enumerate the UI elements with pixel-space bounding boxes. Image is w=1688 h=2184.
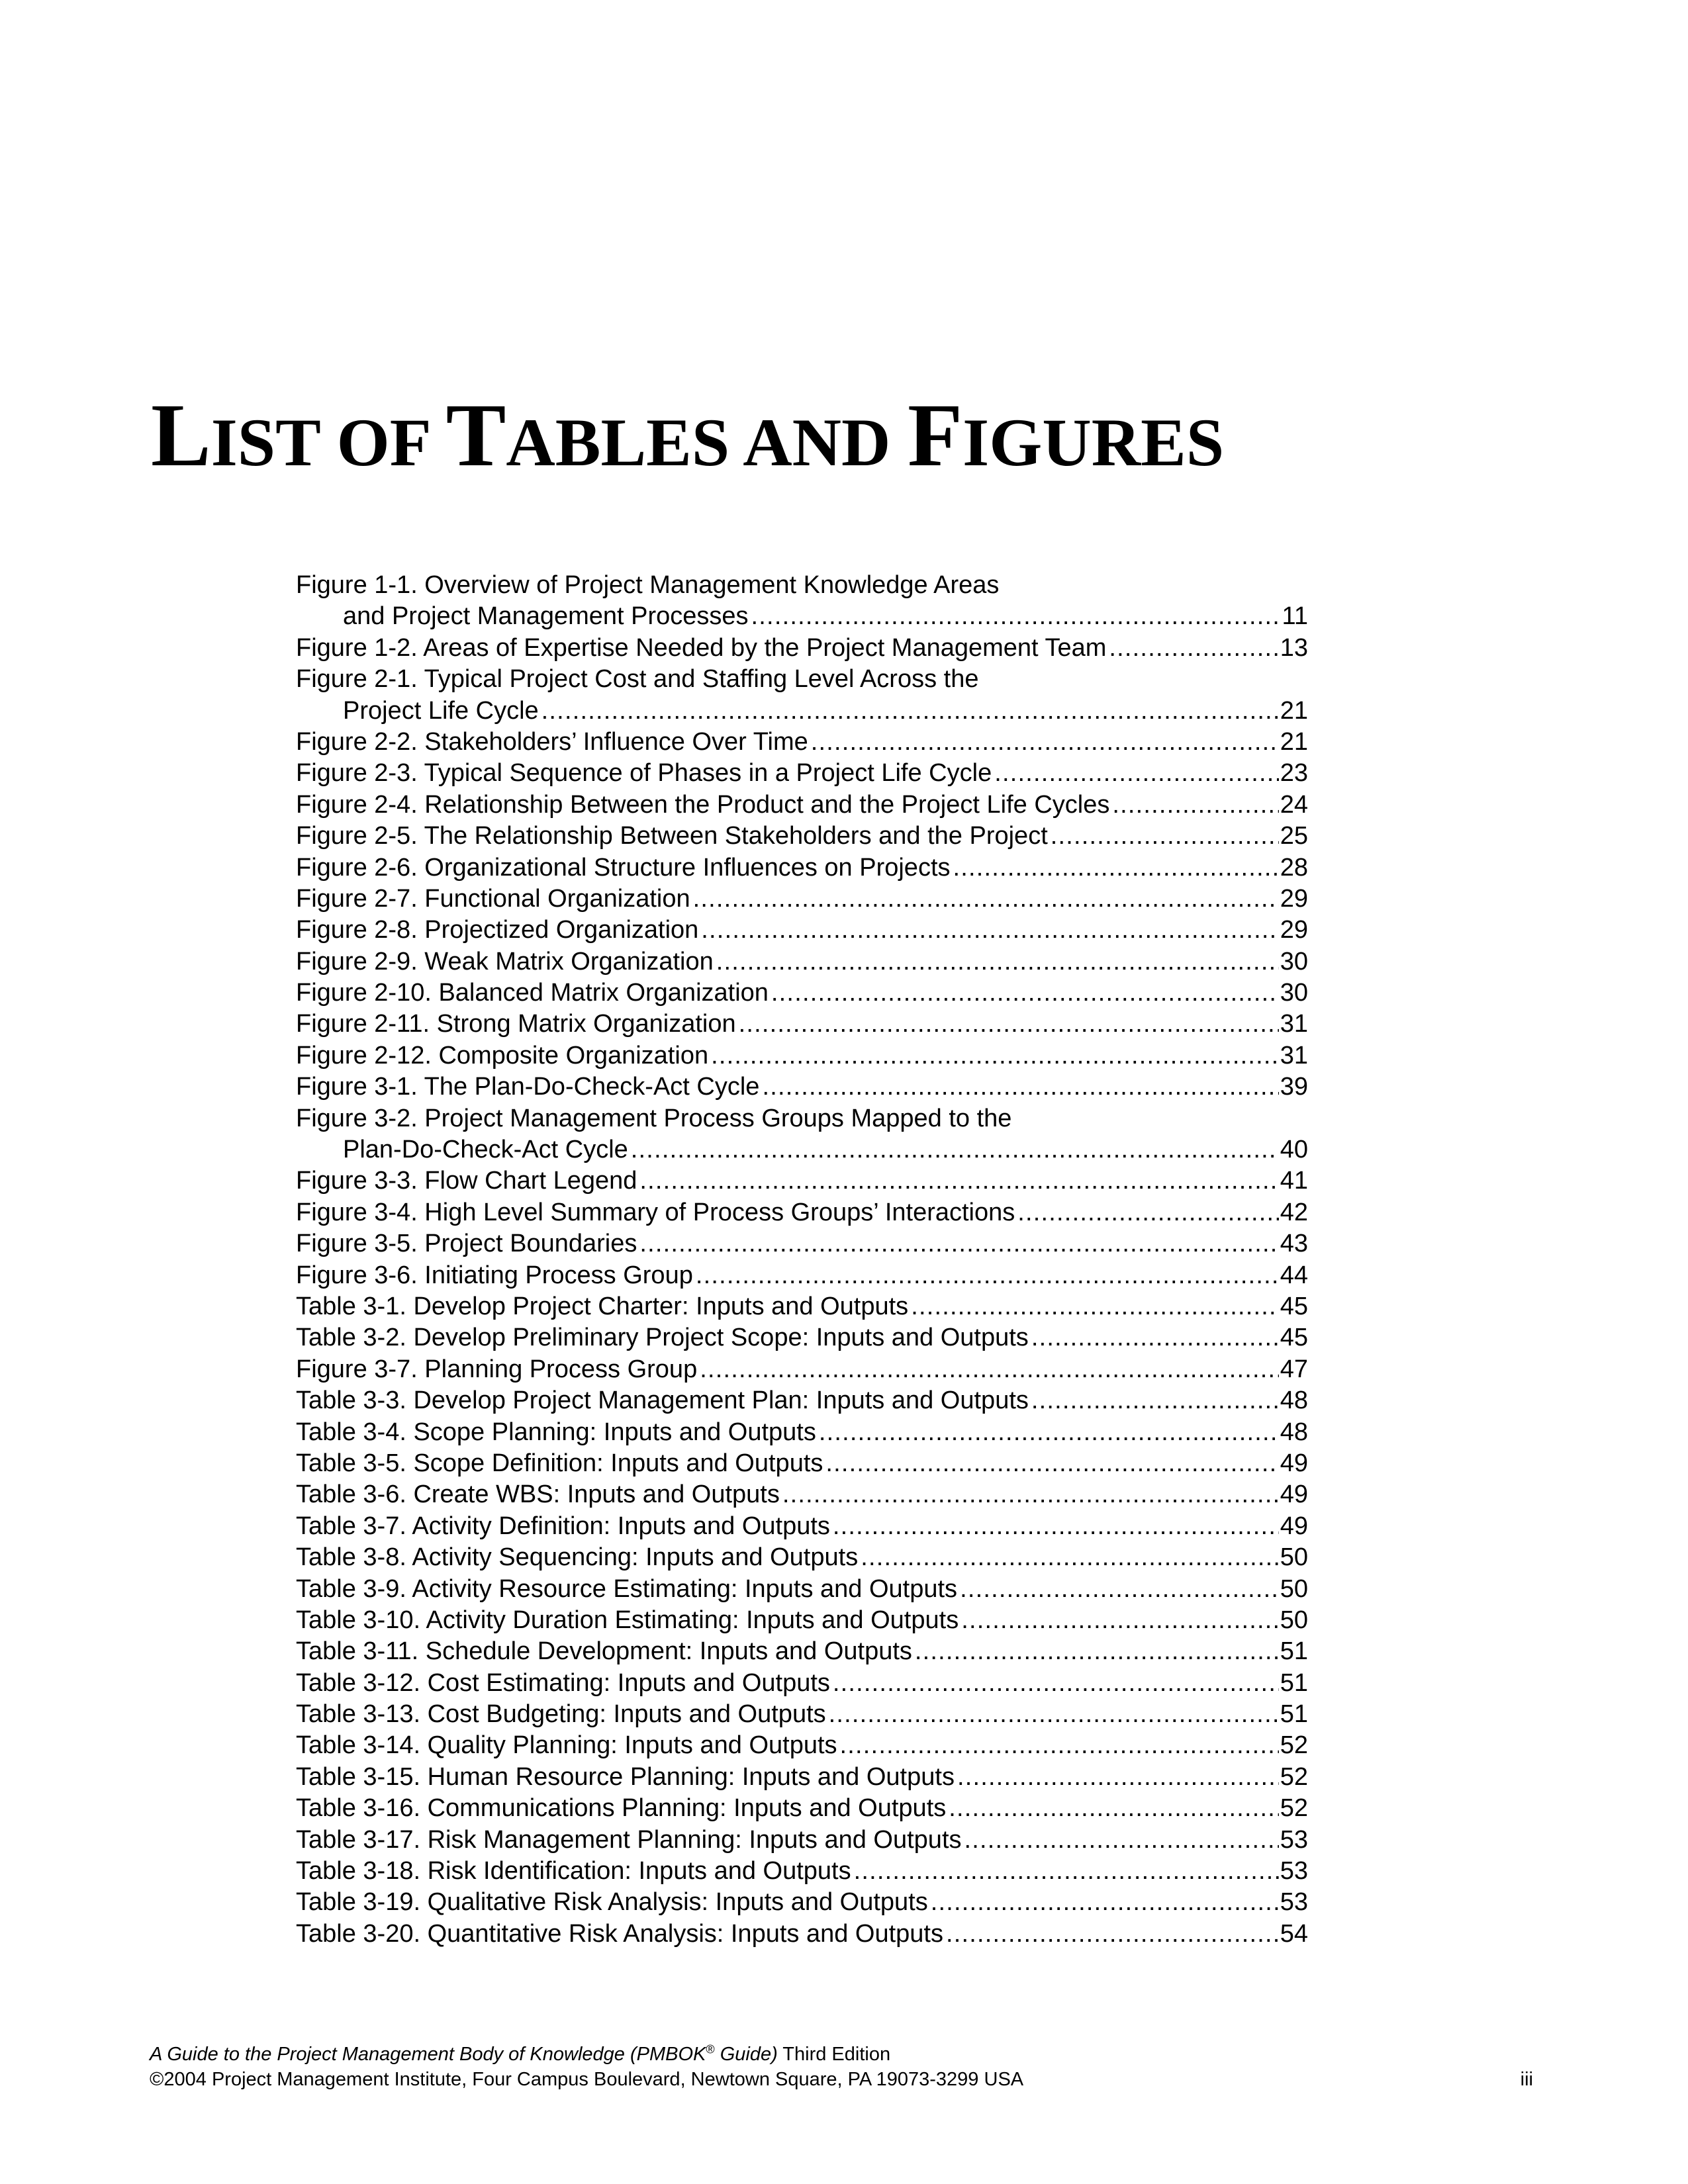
dot-leader: [811, 727, 1279, 758]
dot-leader: [915, 1636, 1279, 1667]
title-part-ist-of: IST OF: [211, 405, 446, 480]
page-title: [151, 386, 1225, 485]
dot-leader: [957, 1762, 1279, 1793]
toc-entry: [296, 1699, 1308, 1730]
toc-entry-page: 51: [1280, 1700, 1308, 1729]
dot-leader: [631, 1134, 1279, 1165]
toc-entry-page: 52: [1280, 1762, 1308, 1791]
toc-entry-text: Table 3-2. Develop Preliminary Project Scope: Inputs and Outputs: [296, 1324, 1029, 1352]
dot-leader: [693, 884, 1279, 915]
toc-entry-page: 47: [1280, 1355, 1308, 1383]
toc-entry-page: 29: [1280, 916, 1308, 944]
toc-entry-text: Figure 3-5. Project Boundaries: [296, 1230, 637, 1258]
toc-entry-text: Table 3-8. Activity Sequencing: Inputs and Outputs: [296, 1543, 859, 1572]
toc-entry-page: 39: [1280, 1073, 1308, 1101]
toc-entry: [296, 1291, 1308, 1322]
toc-entry-page: 31: [1280, 1010, 1308, 1038]
toc-entry: [296, 727, 1308, 758]
footer-edition: Third Edition: [777, 2044, 891, 2065]
footer-copyright-row: [150, 2067, 1533, 2092]
toc-entry: [296, 633, 1308, 664]
toc-entry: [296, 1574, 1308, 1605]
toc-entry-text: Table 3-12. Cost Estimating: Inputs and Outputs: [296, 1668, 830, 1697]
dot-leader: [833, 1668, 1279, 1699]
dot-leader: [1109, 633, 1278, 664]
dot-leader: [994, 758, 1279, 789]
toc-entry: [296, 1856, 1308, 1887]
footer: [150, 2042, 1533, 2092]
toc-entry-text: Table 3-4. Scope Planning: Inputs and Outputs: [296, 1418, 816, 1446]
dot-leader: [701, 915, 1278, 946]
page-number: iii: [1520, 2069, 1533, 2090]
toc-entry: [296, 1322, 1308, 1353]
footer-title-italic-end: Guide): [714, 2044, 778, 2065]
dot-leader: [961, 1605, 1279, 1636]
toc-entry: [296, 1887, 1308, 1918]
toc-entry-text: Figure 3-1. The Plan-Do-Check-Act Cycle: [296, 1073, 760, 1101]
toc-entry: [296, 1793, 1308, 1824]
dot-leader: [1112, 790, 1278, 821]
toc-entry-page: 53: [1280, 1825, 1308, 1854]
dot-leader: [771, 978, 1279, 1009]
toc-entry: [296, 1009, 1308, 1040]
toc-entry-page: 21: [1280, 696, 1308, 725]
toc-entry: [296, 664, 1308, 695]
toc-entry-text: Figure 2-4. Relationship Between the Product and the Project Life Cycles: [296, 790, 1110, 819]
toc-entry-text: Table 3-7. Activity Definition: Inputs and Outputs: [296, 1512, 830, 1540]
dot-leader: [819, 1417, 1279, 1448]
dot-leader: [1017, 1197, 1278, 1228]
dot-leader: [639, 1228, 1278, 1259]
toc-list: [296, 570, 1308, 1950]
toc-entry-page: 48: [1280, 1418, 1308, 1446]
dot-leader: [711, 1040, 1279, 1071]
dot-leader: [751, 601, 1281, 632]
toc-entry-page: 25: [1280, 822, 1308, 850]
toc-entry: [296, 915, 1308, 946]
toc-entry-page: 53: [1280, 1857, 1308, 1886]
toc-entry: [296, 978, 1308, 1009]
toc-entry-text: Figure 3-3. Flow Chart Legend: [296, 1167, 637, 1195]
toc-entry: [296, 884, 1308, 915]
title-part-igures: IGURES: [962, 405, 1225, 480]
dot-leader: [946, 1919, 1279, 1950]
toc-entry-text: Figure 2-3. Typical Sequence of Phases in a Project Life Cycle: [296, 759, 992, 788]
toc-entry-text: Table 3-10. Activity Duration Estimating: Inputs and Outputs: [296, 1606, 959, 1634]
toc-entry: [296, 790, 1308, 821]
toc-entry: [296, 1165, 1308, 1197]
dot-leader: [739, 1009, 1279, 1040]
dot-leader: [931, 1887, 1279, 1918]
toc-entry-page: 50: [1280, 1543, 1308, 1572]
toc-entry-page: 40: [1280, 1136, 1308, 1164]
toc-entry: [296, 946, 1308, 978]
toc-entry-page: 23: [1280, 759, 1308, 788]
toc-entry-page: 45: [1280, 1292, 1308, 1320]
toc-entry-text: Figure 2-8. Projectized Organization: [296, 916, 699, 944]
toc-entry: [296, 1605, 1308, 1636]
toc-entry: [296, 1417, 1308, 1448]
toc-entry-text: Figure 1-2. Areas of Expertise Needed by the Project Management Team: [296, 633, 1107, 662]
toc-entry: [296, 1040, 1308, 1071]
toc-entry: [296, 1919, 1308, 1950]
toc-entry: [296, 1071, 1308, 1103]
toc-entry-text: Figure 3-2. Project Management Process Groups Mapped to the: [296, 1104, 1012, 1132]
toc-entry-page: 30: [1280, 947, 1308, 976]
toc-entry: [296, 1730, 1308, 1761]
toc-entry-text: Figure 1-1. Overview of Project Management Knowledge Areas: [296, 571, 1000, 599]
toc-entry-text: Figure 2-11. Strong Matrix Organization: [296, 1010, 736, 1038]
toc-entry: [296, 1511, 1308, 1542]
dot-leader: [1031, 1322, 1279, 1353]
toc-entry: [296, 1668, 1308, 1699]
toc-entry-page: 30: [1280, 979, 1308, 1007]
toc-entry-text: Figure 3-7. Planning Process Group: [296, 1355, 698, 1383]
toc-entry-page: 50: [1280, 1574, 1308, 1603]
dot-leader: [541, 696, 1279, 727]
toc-entry: [296, 1542, 1308, 1573]
toc-entry-page: 49: [1280, 1480, 1308, 1509]
dot-leader: [861, 1542, 1279, 1573]
toc-entry-text: Table 3-18. Risk Identification: Inputs and Outputs: [296, 1857, 851, 1886]
dot-leader: [1051, 821, 1279, 852]
toc-entry-page: 42: [1280, 1198, 1308, 1226]
toc-entry-text: Table 3-11. Schedule Development: Inputs and Outputs: [296, 1637, 912, 1666]
toc-entry-text: Table 3-3. Develop Project Management Plan: Inputs and Outputs: [296, 1387, 1029, 1415]
dot-leader: [716, 946, 1279, 978]
dot-leader: [960, 1574, 1279, 1605]
dot-leader: [949, 1793, 1278, 1824]
toc-entry-text: Plan-Do-Check-Act Cycle: [343, 1136, 628, 1164]
toc-entry-page: 28: [1280, 853, 1308, 882]
dot-leader: [762, 1071, 1278, 1103]
dot-leader: [964, 1825, 1279, 1856]
toc-entry-text: Figure 2-9. Weak Matrix Organization: [296, 947, 714, 976]
toc-entry-text: Figure 2-1. Typical Project Cost and Staffing Level Across the: [296, 665, 979, 694]
toc-entry-text: Table 3-9. Activity Resource Estimating: Inputs and Outputs: [296, 1574, 958, 1603]
toc-entry: [296, 696, 1308, 727]
toc-entry-text: Table 3-16. Communications Planning: Inputs and Outputs: [296, 1794, 947, 1823]
dot-leader: [911, 1291, 1279, 1322]
toc-entry-page: 43: [1280, 1230, 1308, 1258]
toc-entry-page: 54: [1280, 1919, 1308, 1948]
dot-leader: [953, 852, 1279, 884]
toc-entry-page: 50: [1280, 1606, 1308, 1634]
toc-entry-page: 44: [1280, 1261, 1308, 1289]
toc-entry-text: Figure 2-2. Stakeholders’ Influence Over Time: [296, 727, 808, 756]
toc-entry-page: 29: [1280, 884, 1308, 913]
title-cap-f: F: [908, 386, 963, 485]
toc-entry-text: Table 3-1. Develop Project Charter: Inputs and Outputs: [296, 1292, 909, 1320]
toc-entry: [296, 570, 1308, 601]
dot-leader: [840, 1730, 1279, 1761]
registered-mark: ®: [706, 2042, 715, 2056]
title-cap-l: L: [151, 386, 211, 485]
toc-entry: [296, 1103, 1308, 1134]
toc-entry-text: Table 3-14. Quality Planning: Inputs and Outputs: [296, 1731, 837, 1760]
toc-entry: [296, 1825, 1308, 1856]
toc-entry: [296, 601, 1308, 632]
toc-entry: [296, 1448, 1308, 1479]
toc-entry-text: Figure 2-10. Balanced Matrix Organization: [296, 979, 769, 1007]
toc-entry-page: 51: [1280, 1637, 1308, 1666]
title-cap-t: T: [445, 386, 506, 485]
toc-entry-page: 45: [1280, 1324, 1308, 1352]
toc-entry-page: 49: [1280, 1449, 1308, 1477]
toc-entry-text: Table 3-13. Cost Budgeting: Inputs and Outputs: [296, 1700, 826, 1729]
toc-entry-page: 52: [1280, 1794, 1308, 1823]
toc-entry: [296, 821, 1308, 852]
toc-entry-text: Figure 2-6. Organizational Structure Influences on Projects: [296, 853, 951, 882]
dot-leader: [696, 1260, 1279, 1291]
toc-entry: [296, 1260, 1308, 1291]
toc-entry-page: 48: [1280, 1387, 1308, 1415]
toc-entry-text: Project Life Cycle: [343, 696, 539, 725]
toc-entry: [296, 852, 1308, 884]
toc-entry-text: and Project Management Processes: [343, 602, 749, 631]
toc-entry: [296, 1197, 1308, 1228]
toc-entry-page: 21: [1280, 727, 1308, 756]
toc-entry-page: 11: [1282, 602, 1308, 631]
toc-entry-text: Table 3-20. Quantitative Risk Analysis: Inputs and Outputs: [296, 1919, 943, 1948]
title-part-ables-and: ABLES AND: [506, 405, 908, 480]
toc-entry-page: 49: [1280, 1512, 1308, 1540]
toc-entry-page: 52: [1280, 1731, 1308, 1760]
toc-entry-text: Figure 3-4. High Level Summary of Process Groups’ Interactions: [296, 1198, 1015, 1226]
toc-entry: [296, 758, 1308, 789]
toc-entry: [296, 1354, 1308, 1385]
dot-leader: [854, 1856, 1279, 1887]
dot-leader: [1031, 1385, 1279, 1416]
toc-entry: [296, 1636, 1308, 1667]
dot-leader: [700, 1354, 1279, 1385]
toc-entry-page: 51: [1280, 1668, 1308, 1697]
toc-entry-page: 41: [1280, 1167, 1308, 1195]
toc-entry-page: 53: [1280, 1888, 1308, 1917]
dot-leader: [833, 1511, 1279, 1542]
footer-book-title: [150, 2042, 1533, 2067]
toc-entry-text: Table 3-6. Create WBS: Inputs and Outputs: [296, 1480, 780, 1509]
dot-leader: [829, 1699, 1279, 1730]
toc-entry: [296, 1762, 1308, 1793]
toc-entry-text: Figure 2-5. The Relationship Between Stakeholders and the Project: [296, 822, 1048, 850]
dot-leader: [825, 1448, 1278, 1479]
toc-entry: [296, 1134, 1308, 1165]
dot-leader: [639, 1165, 1278, 1197]
footer-title-italic: A Guide to the Project Management Body of Knowledge (PMBOK: [150, 2044, 706, 2065]
toc-entry-text: Table 3-17. Risk Management Planning: Inputs and Outputs: [296, 1825, 962, 1854]
footer-copyright: ©2004 Project Management Institute, Four Campus Boulevard, Newtown Square, PA 19073-3299 USA: [150, 2069, 1024, 2090]
toc-entry-page: 13: [1280, 633, 1308, 662]
toc-entry-text: Figure 3-6. Initiating Process Group: [296, 1261, 693, 1289]
dot-leader: [782, 1479, 1279, 1510]
toc-entry-page: 31: [1280, 1041, 1308, 1069]
toc-entry-text: Table 3-5. Scope Definition: Inputs and Outputs: [296, 1449, 823, 1477]
toc-entry-text: Figure 2-12. Composite Organization: [296, 1041, 709, 1069]
toc-entry-text: Table 3-19. Qualitative Risk Analysis: Inputs and Outputs: [296, 1888, 928, 1917]
toc-entry-text: Table 3-15. Human Resource Planning: Inputs and Outputs: [296, 1762, 955, 1791]
toc-entry-text: Figure 2-7. Functional Organization: [296, 884, 690, 913]
toc-entry-page: 24: [1280, 790, 1308, 819]
toc-entry: [296, 1228, 1308, 1259]
toc-entry: [296, 1385, 1308, 1416]
toc-entry: [296, 1479, 1308, 1510]
